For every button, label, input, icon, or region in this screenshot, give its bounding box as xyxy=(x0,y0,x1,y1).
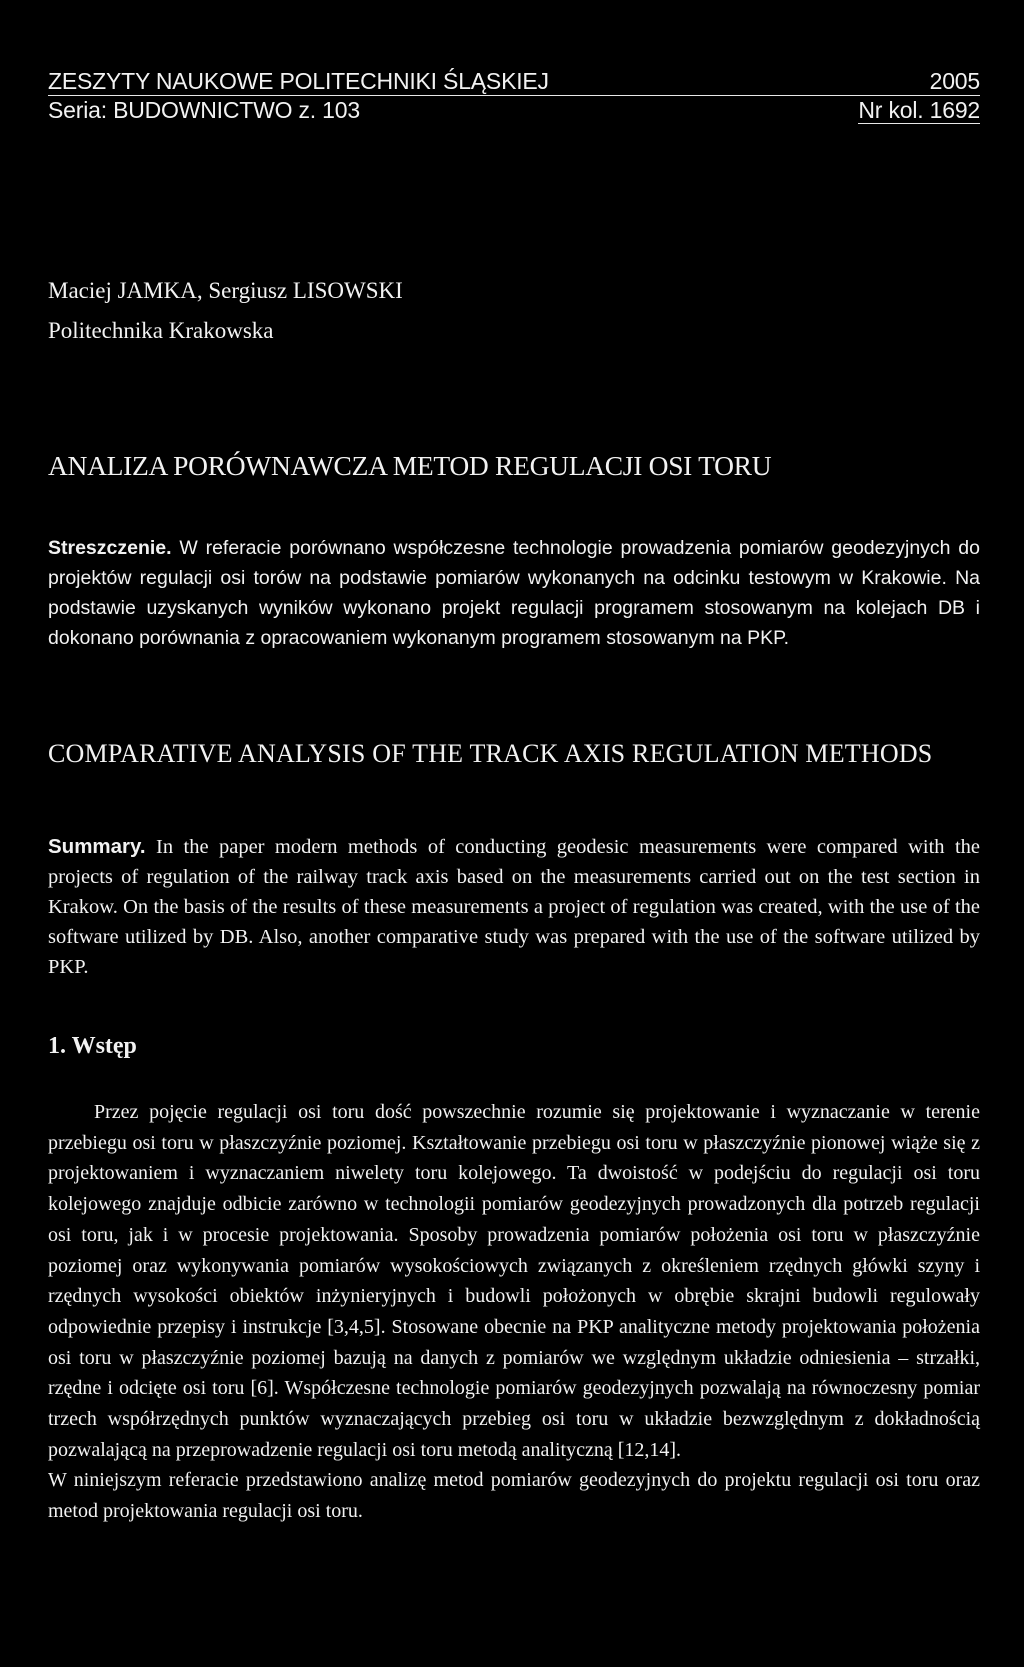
paper-title-polish: ANALIZA PORÓWNAWCZA METOD REGULACJI OSI TORU xyxy=(48,450,772,481)
paper-title-english: COMPARATIVE ANALYSIS OF THE TRACK AXIS REGULATION METHODS xyxy=(48,739,933,768)
body-paragraph-1: Przez pojęcie regulacji osi toru dość powszechnie rozumie się projektowanie i wyznaczanie w terenie przebiegu osi toru w płaszczyźnie poziomej. Kształtowanie przebiegu osi toru w płaszczyźnie pionowej wiąże się z projektowaniem i wyznaczaniem niwelety toru kolejowego. Ta dwoistość w podejściu do regulacji osi toru kolejowego znajduje odbicie zarówno w technologii pomiarów geodezyjnych prowadzonych dla potrzeb regulacji osi toru, jak i w procesie projektowania. Sposoby prowadzenia pomiarów położenia osi toru w płaszczyźnie poziomej oraz wykonywania pomiarów wysokościowych związanych z określeniem rzędnych główki szyny i rzędnych wysokości obiektów inżynieryjnych i budowli położonych w obrębie skrajni budowli regulowały odpowiednie przepisy i instrukcje [3,4,5]. Stosowane obecnie na PKP analityczne metody projektowania położenia osi toru w płaszczyźnie poziomej bazują na danych z pomiarów we względnym układzie odniesienia – strzałki, rzędne i odcięte osi toru [6]. Współczesne technologie pomiarów geodezyjnych pozwalają na równoczesny pomiar trzech współrzędnych punktów wyznaczających przebieg osi toru w układzie bezwzględnym z dokładnością pozwalającą na przeprowadzenie regulacji osi toru metodą analityczną [12,14]. xyxy=(48,1101,980,1461)
summary-english xyxy=(48,832,980,982)
affiliation: Politechnika Krakowska xyxy=(48,318,274,343)
running-header-bottom xyxy=(48,97,980,124)
abstract-text: W referacie porównano współczesne technologie prowadzenia pomiarów geodezyjnych do projektów regulacji osi torów na podstawie pomiarów wykonanych na odcinku testowym w Krakowie. Na podstawie uzyskanych wyników wykonano projekt regulacji programem stosowanym na kolejach DB i dokonano porównania z opracowaniem wykonanym programem stosowanym na PKP. xyxy=(48,537,980,649)
journal-name: ZESZYTY NAUKOWE POLITECHNIKI ŚLĄSKIEJ xyxy=(48,68,549,94)
section-heading: 1. Wstęp xyxy=(48,1033,137,1059)
section-body xyxy=(48,1097,980,1527)
authors: Maciej JAMKA, Sergiusz LISOWSKI xyxy=(48,278,403,303)
abstract-label: Streszczenie. xyxy=(48,537,172,559)
body-paragraph-2: W niniejszym referacie przedstawiono analizę metod pomiarów geodezyjnych do projektu regulacji osi toru oraz metod projektowania regulacji osi toru. xyxy=(48,1469,980,1523)
abstract-polish xyxy=(48,533,980,653)
journal-year: 2005 xyxy=(929,68,980,94)
running-header-top xyxy=(48,68,980,96)
issue-number: Nr kol. 1692 xyxy=(858,97,980,123)
summary-label: Summary. xyxy=(48,835,146,858)
summary-text: In the paper modern methods of conducting geodesic measurements were compared with the projects of regulation of the railway track axis based on the measurements carried out on the test section in Krakow. On the basis of the results of these measurements a project of regulation was created, with the use of the software utilized by DB. Also, another comparative study was prepared with the use of the software utilized by PKP. xyxy=(48,836,980,978)
series-label: Seria: BUDOWNICTWO z. 103 xyxy=(48,97,360,123)
